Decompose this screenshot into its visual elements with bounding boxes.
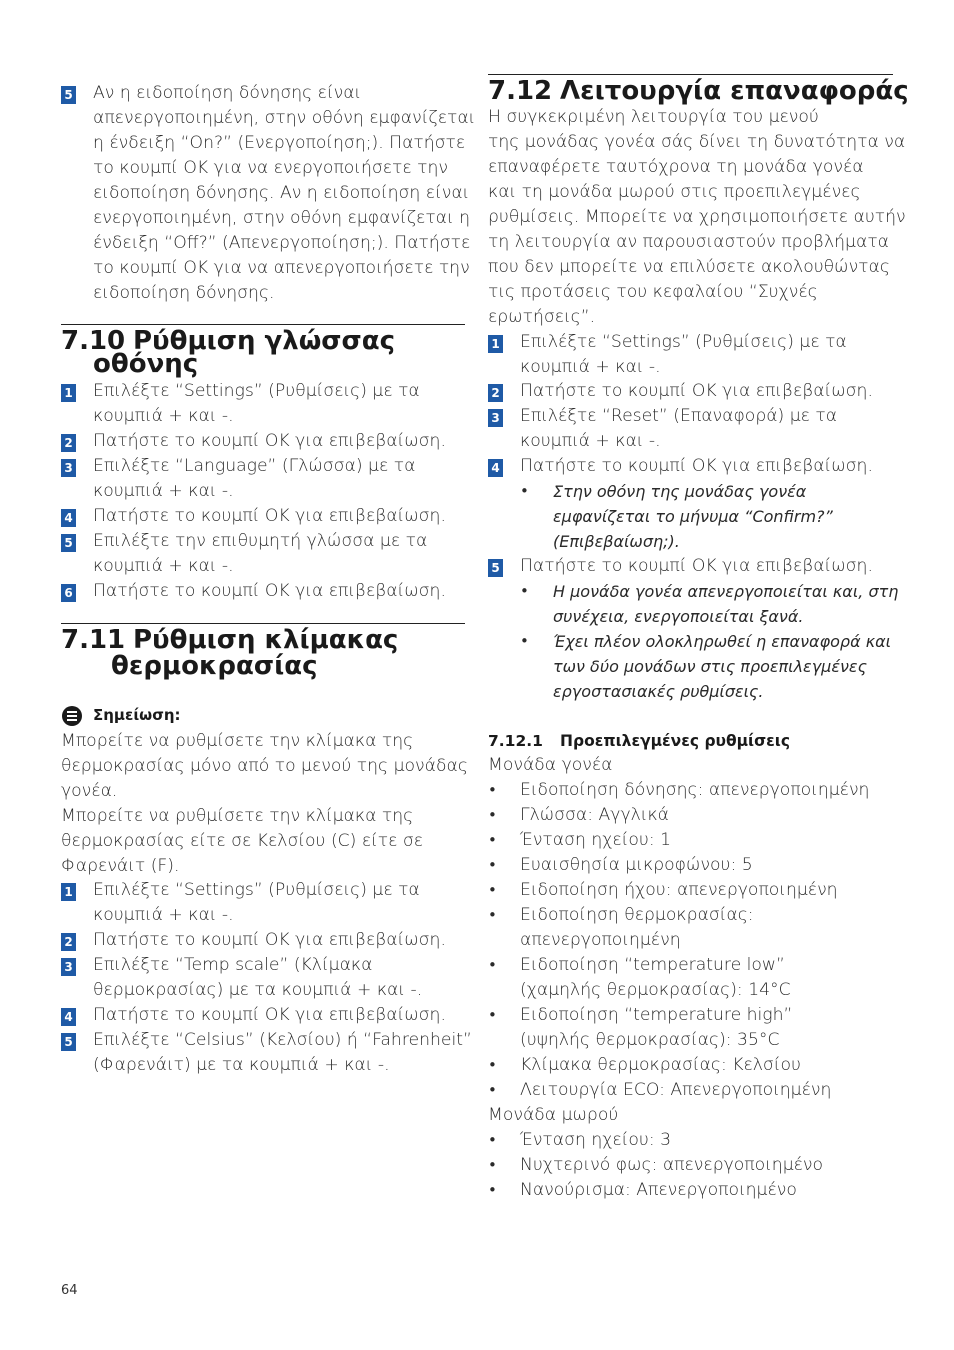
step-number-badge: 4 (61, 509, 76, 527)
note-text-line: γονέα. (61, 781, 118, 801)
bullet-marker: • (520, 482, 529, 500)
bullet-marker: • (520, 582, 529, 600)
list-item: (χαμηλής θερμοκρασίας): 14°C (520, 980, 791, 1000)
bullet-marker: • (488, 881, 497, 899)
result-text-line: (Επιβεβαίωση;). (553, 532, 680, 551)
note-icon (62, 706, 82, 726)
step-number-badge: 4 (61, 1008, 76, 1026)
bullet-marker: • (488, 1156, 497, 1174)
bullet-marker: • (488, 1181, 497, 1199)
result-text-line: εμφανίζεται το μήνυμα “Confirm?” (553, 507, 833, 526)
step-text-line: Επιλέξτε “Temp scale” (Κλίμακα (93, 955, 373, 975)
step-number-badge: 2 (61, 434, 76, 452)
result-text-line: των δύο μονάδων στις προεπιλεγμένες (553, 657, 867, 676)
step-number-badge: 1 (488, 335, 503, 353)
paragraph-line: Η συγκεκριμένη λειτουργία του μενού (488, 107, 819, 127)
bullet-marker: • (488, 856, 497, 874)
bullet-marker: • (488, 831, 497, 849)
list-item: Λειτουργία ECO: Απενεργοποιημένη (520, 1080, 832, 1100)
step-number-badge: 1 (61, 883, 76, 901)
group-label: Μονάδα μωρού (488, 1105, 619, 1125)
result-text-line: συνέχεια, ενεργοποιείται ξανά. (553, 607, 804, 626)
step-text-line: (Φαρενάιτ) με τα κουμπιά + και -. (93, 1055, 390, 1075)
list-item: Νυχτερινό φως: απενεργοποιημένο (520, 1155, 824, 1175)
subsection-number: 7.12.1 (488, 732, 543, 750)
section-divider (61, 324, 465, 325)
bullet-marker: • (488, 781, 497, 799)
step-text-line: ειδοποίηση δόνησης. (93, 283, 275, 303)
page-number: 64 (61, 1283, 78, 1298)
list-item: Ειδοποίηση “temperature low” (520, 955, 785, 975)
step-text-line: θερμοκρασίας) με τα κουμπιά + και -. (93, 980, 423, 1000)
step-text-line: κουμπιά + και -. (520, 357, 661, 377)
section-title: Λειτουργία επαναφοράς (560, 76, 909, 106)
bullet-marker: • (488, 806, 497, 824)
list-item: Κλίμακα θερμοκρασίας: Κελσίου (520, 1055, 801, 1075)
paragraph-line: και τη μονάδα μωρού στις προεπιλεγμένες (488, 182, 861, 202)
step-number-badge: 3 (488, 409, 503, 427)
step-text-line: Πατήστε το κουμπί OK για επιβεβαίωση. (93, 431, 446, 451)
paragraph-line: επαναφέρετε ταυτόχρονα τη μονάδα γονέα (488, 157, 864, 177)
result-text-line: Η μονάδα γονέα απενεργοποιείται και, στη (553, 582, 899, 601)
section-title: οθόνης (93, 349, 199, 379)
step-text-line: Πατήστε το κουμπί OK για επιβεβαίωση. (520, 381, 873, 401)
paragraph-line: ρυθμίσεις. Μπορείτε να χρησιμοποιήσετε αυτήν (488, 207, 906, 227)
note-label: Σημείωση: (93, 706, 181, 724)
list-item: Ειδοποίηση δόνησης: απενεργοποιημένη (520, 780, 870, 800)
section-number: 7.12 (488, 76, 553, 106)
step-number-badge: 5 (488, 559, 503, 577)
note-text-line: Φαρενάιτ (F). (61, 856, 180, 876)
list-item: Ειδοποίηση θερμοκρασίας: (520, 905, 754, 925)
step-number-badge: 5 (61, 86, 76, 104)
step-text-line: Πατήστε το κουμπί OK για επιβεβαίωση. (93, 506, 446, 526)
list-item: Ειδοποίηση “temperature high” (520, 1005, 793, 1025)
paragraph-line: ερωτήσεις”. (488, 307, 596, 327)
list-item: (υψηλής θερμοκρασίας): 35°C (520, 1030, 780, 1050)
step-text-line: το κουμπί OK για να ενεργοποιήσετε την (93, 158, 448, 178)
bullet-marker: • (488, 1081, 497, 1099)
step-number-badge: 3 (61, 459, 76, 477)
step-text-line: ενεργοποιημένη, στην οθόνη εμφανίζεται η (93, 208, 471, 228)
result-text-line: Στην οθόνη της μονάδας γονέα (553, 482, 807, 501)
bullet-marker: • (520, 632, 529, 650)
step-number-badge: 3 (61, 958, 76, 976)
step-text-line: Επιλέξτε “Settings” (Ρυθμίσεις) με τα (93, 381, 420, 401)
note-text-line: Μπορείτε να ρυθμίσετε την κλίμακα της (61, 731, 414, 751)
section-divider (61, 623, 465, 624)
note-text-line: Μπορείτε να ρυθμίσετε την κλίμακα της (61, 806, 414, 826)
step-text-line: το κουμπί OK για να απενεργοποιήσετε την (93, 258, 470, 278)
paragraph-line: τη λειτουργία αν παρουσιαστούν προβλήματα (488, 232, 889, 252)
list-item: Νανούρισμα: Απενεργοποιημένο (520, 1180, 797, 1200)
step-text-line: κουμπιά + και -. (93, 556, 234, 576)
bullet-marker: • (488, 1056, 497, 1074)
section-title: Ρύθμιση γλώσσας (133, 326, 396, 356)
step-text-line: Πατήστε το κουμπί OK για επιβεβαίωση. (93, 930, 446, 950)
subsection-title: Προεπιλεγμένες ρυθμίσεις (560, 732, 791, 750)
step-text-line: ειδοποίηση δόνησης. Αν η ειδοποίηση είναι (93, 183, 470, 203)
step-number-badge: 5 (61, 1033, 76, 1051)
bullet-marker: • (488, 1131, 497, 1149)
step-text-line: Πατήστε το κουμπί OK για επιβεβαίωση. (93, 581, 446, 601)
step-text-line: Πατήστε το κουμπί OK για επιβεβαίωση. (520, 556, 873, 576)
list-item: απενεργοποιημένη (520, 930, 681, 950)
step-text-line: απενεργοποιημένη, στην οθόνη εμφανίζεται (93, 108, 476, 128)
paragraph-line: που δεν μπορείτε να επιλύσετε ακολουθώντας (488, 257, 890, 277)
section-title: θερμοκρασίας (111, 651, 318, 681)
section-number: 7.11 (61, 625, 126, 655)
section-number: 7.10 (61, 326, 126, 356)
note-text-line: θερμοκρασίας μόνο από το μενού της μονάδας (61, 756, 468, 776)
step-text-line: ένδειξη “Off?” (Απενεργοποίηση;). Πατήστε (93, 233, 471, 253)
step-text-line: Πατήστε το κουμπί OK για επιβεβαίωση. (93, 1005, 446, 1025)
group-label: Μονάδα γονέα (488, 755, 613, 775)
list-item: Γλώσσα: Αγγλικά (520, 805, 669, 825)
section-title: Ρύθμιση κλίμακας (133, 625, 399, 655)
section-divider (488, 74, 893, 75)
step-text-line: Επιλέξτε “Language” (Γλώσσα) με τα (93, 456, 416, 476)
result-text-line: Έχει πλέον ολοκληρωθεί η επαναφορά και (553, 632, 892, 651)
step-text-line: Πατήστε το κουμπί OK για επιβεβαίωση. (520, 456, 873, 476)
step-number-badge: 1 (61, 384, 76, 402)
bullet-marker: • (488, 1006, 497, 1024)
step-number-badge: 2 (61, 933, 76, 951)
step-number-badge: 2 (488, 384, 503, 402)
step-text-line: κουμπιά + και -. (93, 406, 234, 426)
bullet-marker: • (488, 906, 497, 924)
result-text-line: εργοστασιακές ρυθμίσεις. (553, 682, 764, 701)
step-text-line: η ένδειξη “On?” (Ενεργοποίηση;). Πατήστε (93, 133, 466, 153)
step-text-line: Επιλέξτε “Reset” (Επαναφορά) με τα (520, 406, 838, 426)
paragraph-line: της μονάδας γονέα σάς δίνει τη δυνατότητα να (488, 132, 906, 152)
step-text-line: Αν η ειδοποίηση δόνησης είναι (93, 83, 362, 103)
list-item: Ένταση ηχείου: 1 (520, 830, 672, 850)
bullet-marker: • (488, 956, 497, 974)
step-text-line: Επιλέξτε την επιθυμητή γλώσσα με τα (93, 531, 428, 551)
step-number-badge: 5 (61, 534, 76, 552)
paragraph-line: τις προτάσεις του κεφαλαίου “Συχνές (488, 282, 818, 302)
step-text-line: κουμπιά + και -. (520, 431, 661, 451)
note-text-line: θερμοκρασίας είτε σε Κελσίου (C) είτε σε (61, 831, 424, 851)
step-text-line: Επιλέξτε “Celsius” (Κελσίου) ή “Fahrenheit” (93, 1030, 472, 1050)
list-item: Ειδοποίηση ήχου: απενεργοποιημένη (520, 880, 838, 900)
list-item: Ευαισθησία μικροφώνου: 5 (520, 855, 753, 875)
list-item: Ένταση ηχείου: 3 (520, 1130, 672, 1150)
step-number-badge: 4 (488, 459, 503, 477)
step-number-badge: 6 (61, 584, 76, 602)
step-text-line: Επιλέξτε “Settings” (Ρυθμίσεις) με τα (520, 332, 847, 352)
step-text-line: κουμπιά + και -. (93, 905, 234, 925)
step-text-line: Επιλέξτε “Settings” (Ρυθμίσεις) με τα (93, 880, 420, 900)
step-text-line: κουμπιά + και -. (93, 481, 234, 501)
